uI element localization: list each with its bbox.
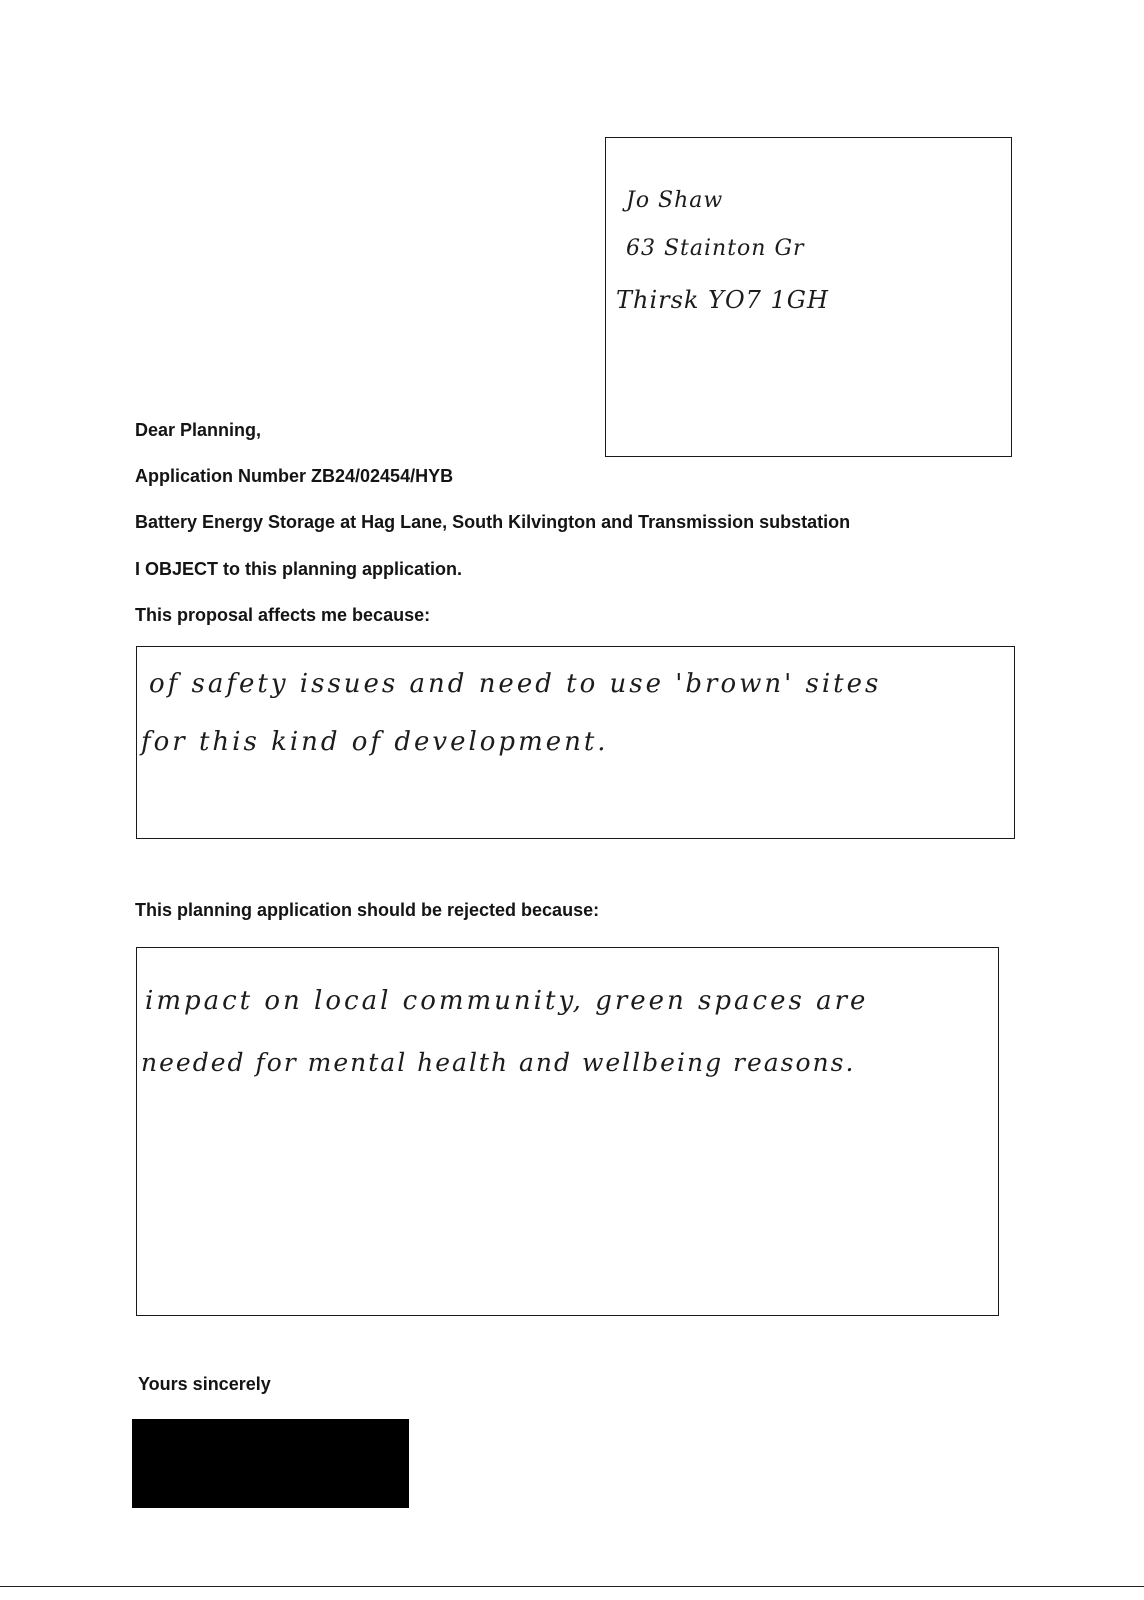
rejection-answer-box — [136, 947, 999, 1316]
application-number: Application Number ZB24/02454/HYB — [135, 466, 454, 486]
affects-answer-box — [136, 646, 1015, 839]
rejection-answer-line-1: impact on local community, green spaces are — [145, 986, 869, 1016]
affects-heading: This proposal affects me because: — [135, 605, 431, 625]
redacted-signature — [132, 1419, 409, 1508]
rejection-answer-line-2: needed for mental health and wellbeing reasons. — [141, 1048, 856, 1077]
affects-answer-line-1: of safety issues and need to use 'brown' sites — [149, 669, 882, 699]
address-street: 63 Stainton Gr — [626, 236, 805, 261]
affects-answer-line-2: for this kind of development. — [141, 727, 609, 757]
project-title: Battery Energy Storage at Hag Lane, South Kilvington and Transmission substation — [135, 512, 851, 532]
page-bottom-edge — [0, 1586, 1144, 1587]
address-name: Jo Shaw — [626, 188, 724, 213]
closing: Yours sincerely — [138, 1374, 271, 1394]
salutation: Dear Planning, — [135, 420, 262, 440]
address-town-postcode: Thirsk YO7 1GH — [616, 286, 829, 314]
address-box — [605, 137, 1012, 457]
rejection-heading: This planning application should be rejected because: — [135, 900, 600, 920]
objection-statement: I OBJECT to this planning application. — [135, 559, 463, 579]
